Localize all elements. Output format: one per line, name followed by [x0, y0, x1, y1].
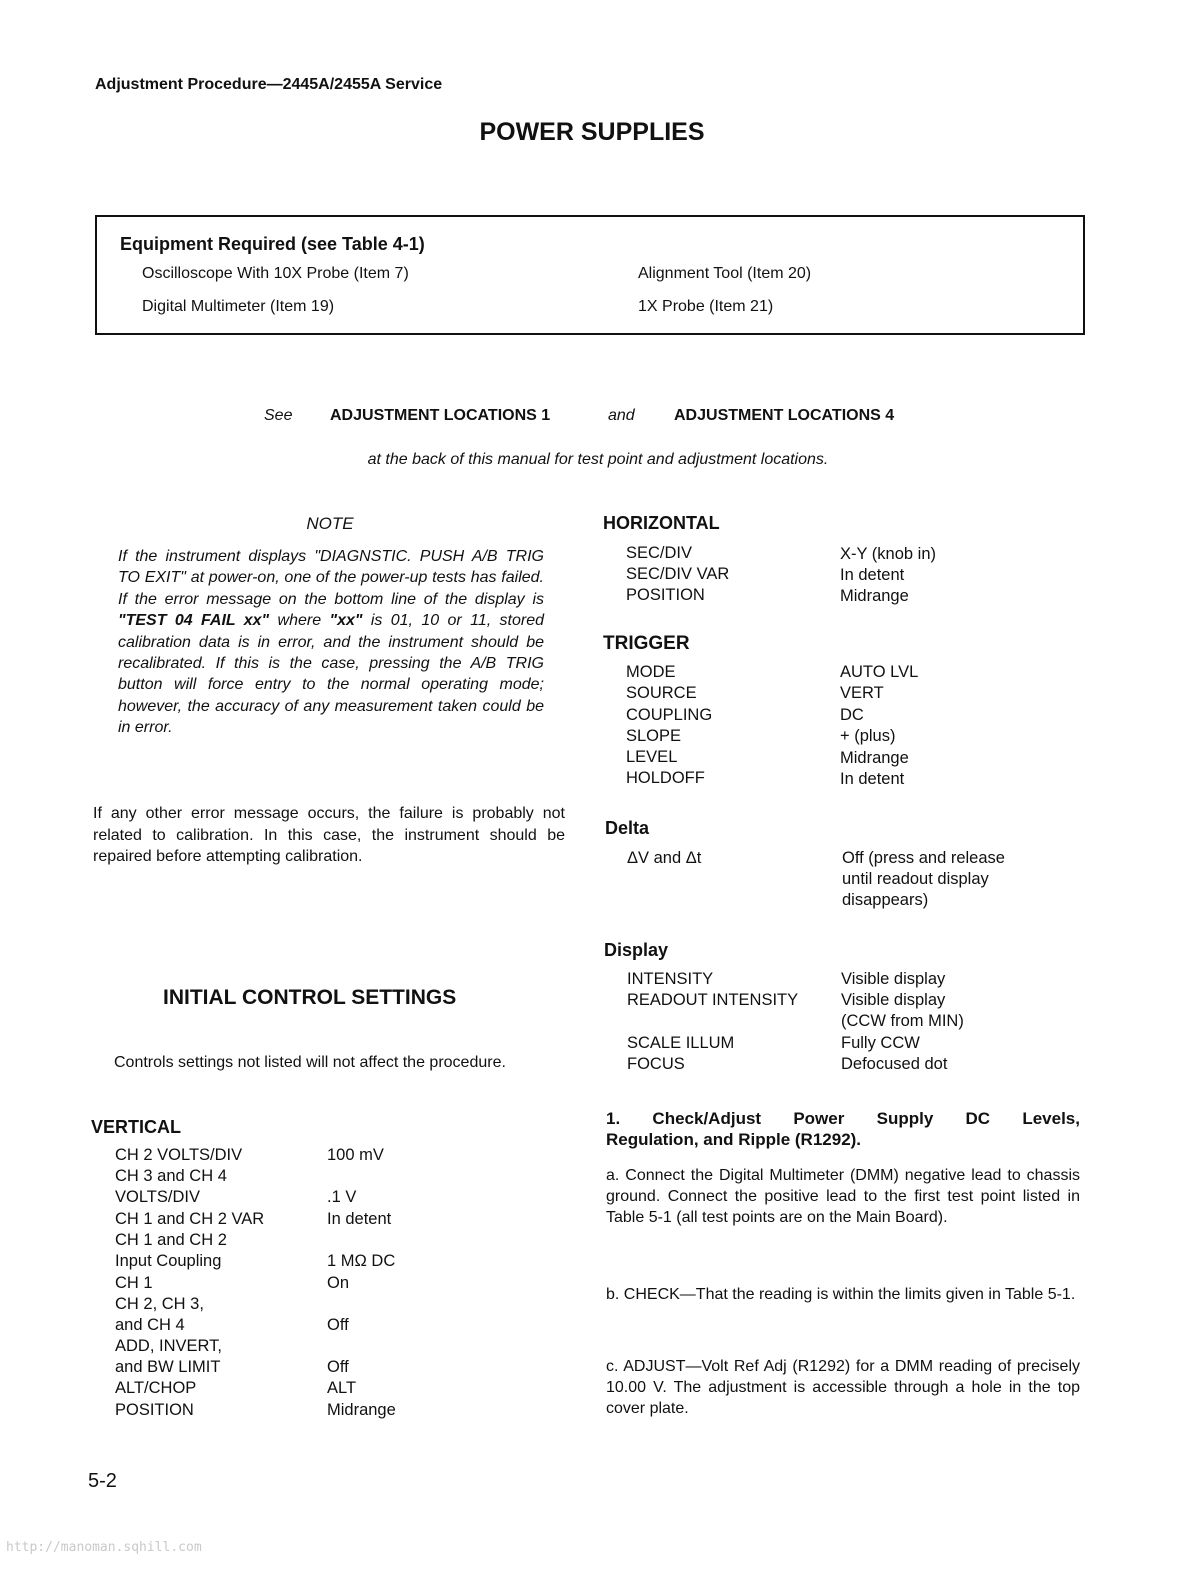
- setting-control: HOLDOFF: [626, 769, 705, 787]
- setting-control: SEC/DIV VAR: [626, 565, 730, 583]
- setting-control: CH 2 VOLTS/DIV: [115, 1146, 243, 1164]
- setting-control: MODE: [626, 663, 676, 681]
- setting-value: Midrange: [327, 1401, 396, 1419]
- note-title: NOTE: [306, 514, 354, 533]
- setting-control: ADD, INVERT,: [115, 1337, 222, 1355]
- setting-value: On: [327, 1274, 350, 1292]
- setting-value: AUTO LVL: [840, 663, 919, 681]
- setting-value: DC: [840, 706, 864, 724]
- equipment-title: Equipment Required (see Table 4-1): [120, 234, 425, 254]
- setting-control: and CH 4: [115, 1316, 185, 1334]
- setting-control: SLOPE: [626, 727, 682, 745]
- horizontal-heading: HORIZONTAL: [603, 513, 720, 533]
- delta-value: Off (press and release: [842, 849, 1005, 867]
- note-body: If the instrument displays "DIAGNSTIC. PUSH A/B TRIG TO EXIT" at power-on, one of the power-up tests has failed. If the error message on the bottom line of the display is "TEST 04 FAIL xx" where "xx" is 01, 10 or 11, stored calibration data is in error, and the instrument should be recalibrated. If this is the case, pressing the A/B TRIG button will force entry to the normal operating mode; however, the accuracy of any measurement taken could be in error.: [118, 548, 545, 737]
- setting-value: Off: [327, 1358, 349, 1376]
- trigger-heading: TRIGGER: [603, 633, 690, 654]
- setting-value: In detent: [327, 1210, 392, 1228]
- adjustment-location-1: ADJUSTMENT LOCATIONS 1: [330, 407, 551, 424]
- step-1-heading-continued: Regulation, and Ripple (R1292).: [606, 1130, 862, 1149]
- equipment-item: 1X Probe (Item 21): [638, 298, 774, 315]
- setting-value: Visible display: [841, 970, 946, 988]
- setting-value: X-Y (knob in): [840, 545, 936, 563]
- delta-value: disappears): [842, 891, 929, 909]
- initial-settings-intro: Controls settings not listed will not affect the procedure.: [114, 1054, 506, 1071]
- display-heading: Display: [604, 940, 669, 960]
- setting-value: In detent: [840, 770, 905, 788]
- setting-control: Input Coupling: [115, 1252, 222, 1270]
- setting-value: (CCW from MIN): [841, 1012, 964, 1030]
- setting-value: .1 V: [327, 1188, 357, 1206]
- setting-control: FOCUS: [627, 1055, 685, 1073]
- setting-value: VERT: [840, 684, 884, 702]
- setting-control: SCALE ILLUM: [627, 1034, 735, 1052]
- running-head: Adjustment Procedure—2445A/2455A Service: [95, 76, 443, 93]
- setting-value: Visible display: [841, 991, 946, 1009]
- setting-value: In detent: [840, 566, 905, 584]
- setting-control: CH 1 and CH 2 VAR: [115, 1210, 265, 1228]
- watermark-url: http://manoman.sqhill.com: [6, 1540, 202, 1555]
- vertical-heading: VERTICAL: [91, 1117, 181, 1137]
- setting-control: VOLTS/DIV: [115, 1188, 200, 1206]
- setting-control: CH 3 and CH 4: [115, 1167, 227, 1185]
- see-word: See: [264, 407, 293, 424]
- setting-value: 1 MΩ DC: [327, 1252, 396, 1270]
- step-1-heading: 1. Check/Adjust Power Supply DC Levels,: [606, 1109, 1080, 1128]
- setting-control: CH 1 and CH 2: [115, 1231, 227, 1249]
- initial-settings-title: INITIAL CONTROL SETTINGS: [163, 986, 457, 1009]
- setting-value: Defocused dot: [841, 1055, 948, 1073]
- setting-value: ALT: [327, 1379, 357, 1397]
- setting-control: CH 2, CH 3,: [115, 1295, 204, 1313]
- setting-value: Off: [327, 1316, 349, 1334]
- setting-control: SEC/DIV: [626, 544, 693, 562]
- page-number: 5-2: [88, 1470, 117, 1492]
- other-error-paragraph: If any other error message occurs, the failure is probably not related to calibration. In this case, the instrument should be repaired before attempting calibration.: [93, 805, 565, 866]
- delta-heading: Delta: [605, 818, 650, 838]
- setting-value: Midrange: [840, 749, 909, 767]
- step-1c: c. ADJUST—Volt Ref Adj (R1292) for a DMM reading of precisely 10.00 V. The adjustment is accessible through a hole in the top cover plate.: [606, 1358, 1080, 1418]
- equipment-item: Digital Multimeter (Item 19): [142, 298, 335, 315]
- step-1b: b. CHECK—That the reading is within the limits given in Table 5-1.: [606, 1286, 1076, 1303]
- page-title: POWER SUPPLIES: [479, 118, 705, 146]
- setting-control: POSITION: [626, 586, 705, 604]
- setting-control: READOUT INTENSITY: [627, 991, 799, 1009]
- delta-value: until readout display: [842, 870, 989, 888]
- setting-value: + (plus): [840, 727, 896, 745]
- step-1a: a. Connect the Digital Multimeter (DMM) negative lead to chassis ground. Connect the positive lead to the first test point listed in Table 5-1 (all test points are on the Main Board).: [606, 1167, 1080, 1227]
- delta-control: ΔV and Δt: [627, 849, 702, 867]
- setting-control: CH 1: [115, 1274, 153, 1292]
- setting-value: Fully CCW: [841, 1034, 920, 1052]
- setting-value: Midrange: [840, 587, 909, 605]
- equipment-item: Alignment Tool (Item 20): [638, 265, 812, 282]
- and-word: and: [608, 407, 635, 424]
- setting-control: and BW LIMIT: [115, 1358, 221, 1376]
- back-of-manual-note: at the back of this manual for test point and adjustment locations.: [367, 451, 829, 468]
- setting-control: SOURCE: [626, 684, 697, 702]
- setting-control: ALT/CHOP: [115, 1379, 197, 1397]
- setting-control: POSITION: [115, 1401, 194, 1419]
- equipment-item: Oscilloscope With 10X Probe (Item 7): [142, 265, 409, 282]
- setting-control: INTENSITY: [627, 970, 714, 988]
- adjustment-location-4: ADJUSTMENT LOCATIONS 4: [674, 407, 895, 424]
- setting-control: COUPLING: [626, 706, 713, 724]
- setting-value: 100 mV: [327, 1146, 384, 1164]
- setting-control: LEVEL: [626, 748, 678, 766]
